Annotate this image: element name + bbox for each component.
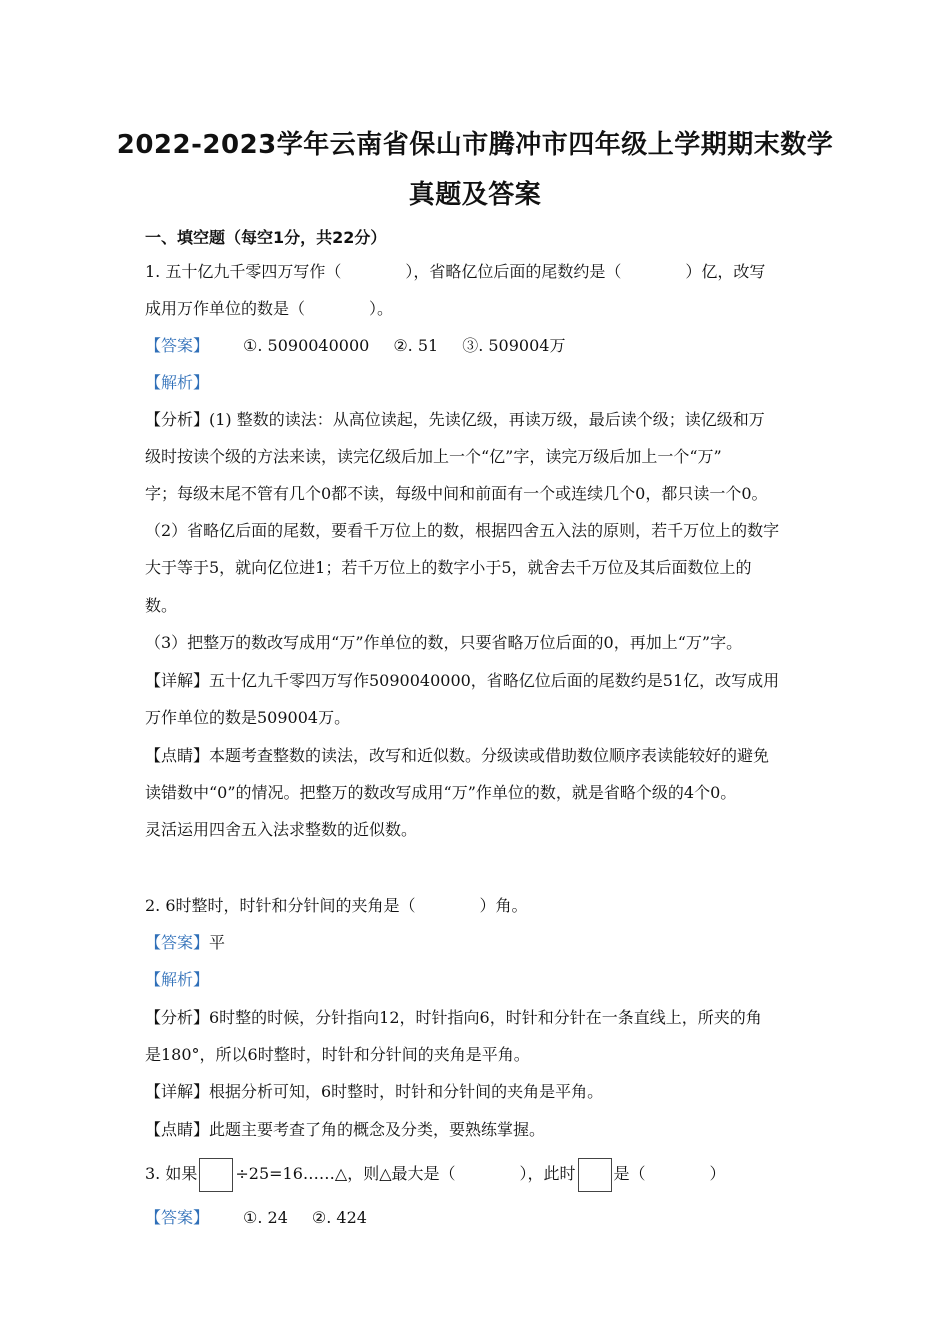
section-heading: 一、填空题（每空1分，共22分） [145,228,387,247]
detail-line: 【详解】根据分析可知，6时整时，时针和分针间的夹角是平角。 [145,1082,604,1101]
analysis-line: 是180°，所以6时整时，时针和分针间的夹角是平角。 [145,1045,530,1064]
analysis-tag: 【解析】 [145,970,210,989]
highlight-line: 灵活运用四舍五入法求整数的近似数。 [145,820,418,839]
analysis-line: 【分析】6时整的时候，分针指向12，时针指向6，时针和分针在一条直线上，所夹的角 [145,1008,762,1027]
question-1-answer [145,334,815,358]
blank-box [578,1158,612,1192]
answer-item: ①. 5090040000 [243,336,370,355]
analysis-line: 【分析】(1) 整数的读法：从高位读起，先读亿级，再读万级，最后读个级；读亿级和万 [145,410,765,429]
detail-line: 万作单位的数是509004万。 [145,708,351,727]
document-title-line-2: 真题及答案 [408,180,542,210]
question-3-suffix: 是（ ） [613,1164,726,1183]
answer-item: 平 [209,933,226,952]
highlight-line: 【点睛】本题考查整数的读法，改写和近似数。分级读或借助数位顺序表读能较好的避免 [145,746,770,765]
answer-item: ②. 424 [311,1208,367,1227]
detail-line: 【详解】五十亿九千零四万写作5090040000，省略亿位后面的尾数约是51亿，改写成用 [145,671,780,690]
question-3-line-1 [145,1155,815,1193]
answer-tag: 【答案】 [145,933,210,952]
analysis-line: 级时按读个级的方法来读，读完亿级后加上一个“亿”字，读完万级后加上一个“万” [145,447,722,466]
question-3-prefix: 3. 如果 [145,1164,198,1183]
question-3-answer [145,1206,815,1230]
highlight-line: 读错数中“0”的情况。把整万的数改写成用“万”作单位的数，就是省略个级的4个0。 [145,783,737,802]
question-1-line-2: 成用万作单位的数是（ ）。 [145,299,394,318]
analysis-line: 数。 [145,596,178,615]
answer-item: ②. 51 [393,336,439,355]
analysis-line: （3）把整万的数改写成用“万”作单位的数，只要省略万位后面的0，再加上“万”字。 [145,633,743,652]
answer-tag: 【答案】 [145,336,210,355]
answer-item: ①. 24 [243,1208,288,1227]
document-title-line-1: 2022-2023学年云南省保山市腾冲市四年级上学期期末数学 [116,130,834,160]
question-2-answer [145,931,815,955]
question-3-middle: ÷25=16……△，则△最大是（ ），此时 [235,1164,576,1183]
highlight-line: 【点睛】此题主要考查了角的概念及分类，要熟练掌握。 [145,1120,546,1139]
analysis-tag: 【解析】 [145,373,210,392]
question-2-line-1: 2. 6时整时，时针和分针间的夹角是（ ）角。 [145,896,528,915]
analysis-line: （2）省略亿后面的尾数，要看千万位上的数，根据四舍五入法的原则，若千万位上的数字 [145,521,780,540]
question-1-line-1: 1. 五十亿九千零四万写作（ ），省略亿位后面的尾数约是（ ）亿，改写 [145,262,766,281]
analysis-line: 字；每级末尾不管有几个0都不读，每级中间和前面有一个或连续几个0，都只读一个0。 [145,484,768,503]
answer-tag: 【答案】 [145,1208,210,1227]
analysis-line: 大于等于5，就向亿位进1；若千万位上的数字小于5，就舍去千万位及其后面数位上的 [145,558,752,577]
answer-item: ③. 509004万 [462,336,566,355]
blank-box [199,1158,233,1192]
